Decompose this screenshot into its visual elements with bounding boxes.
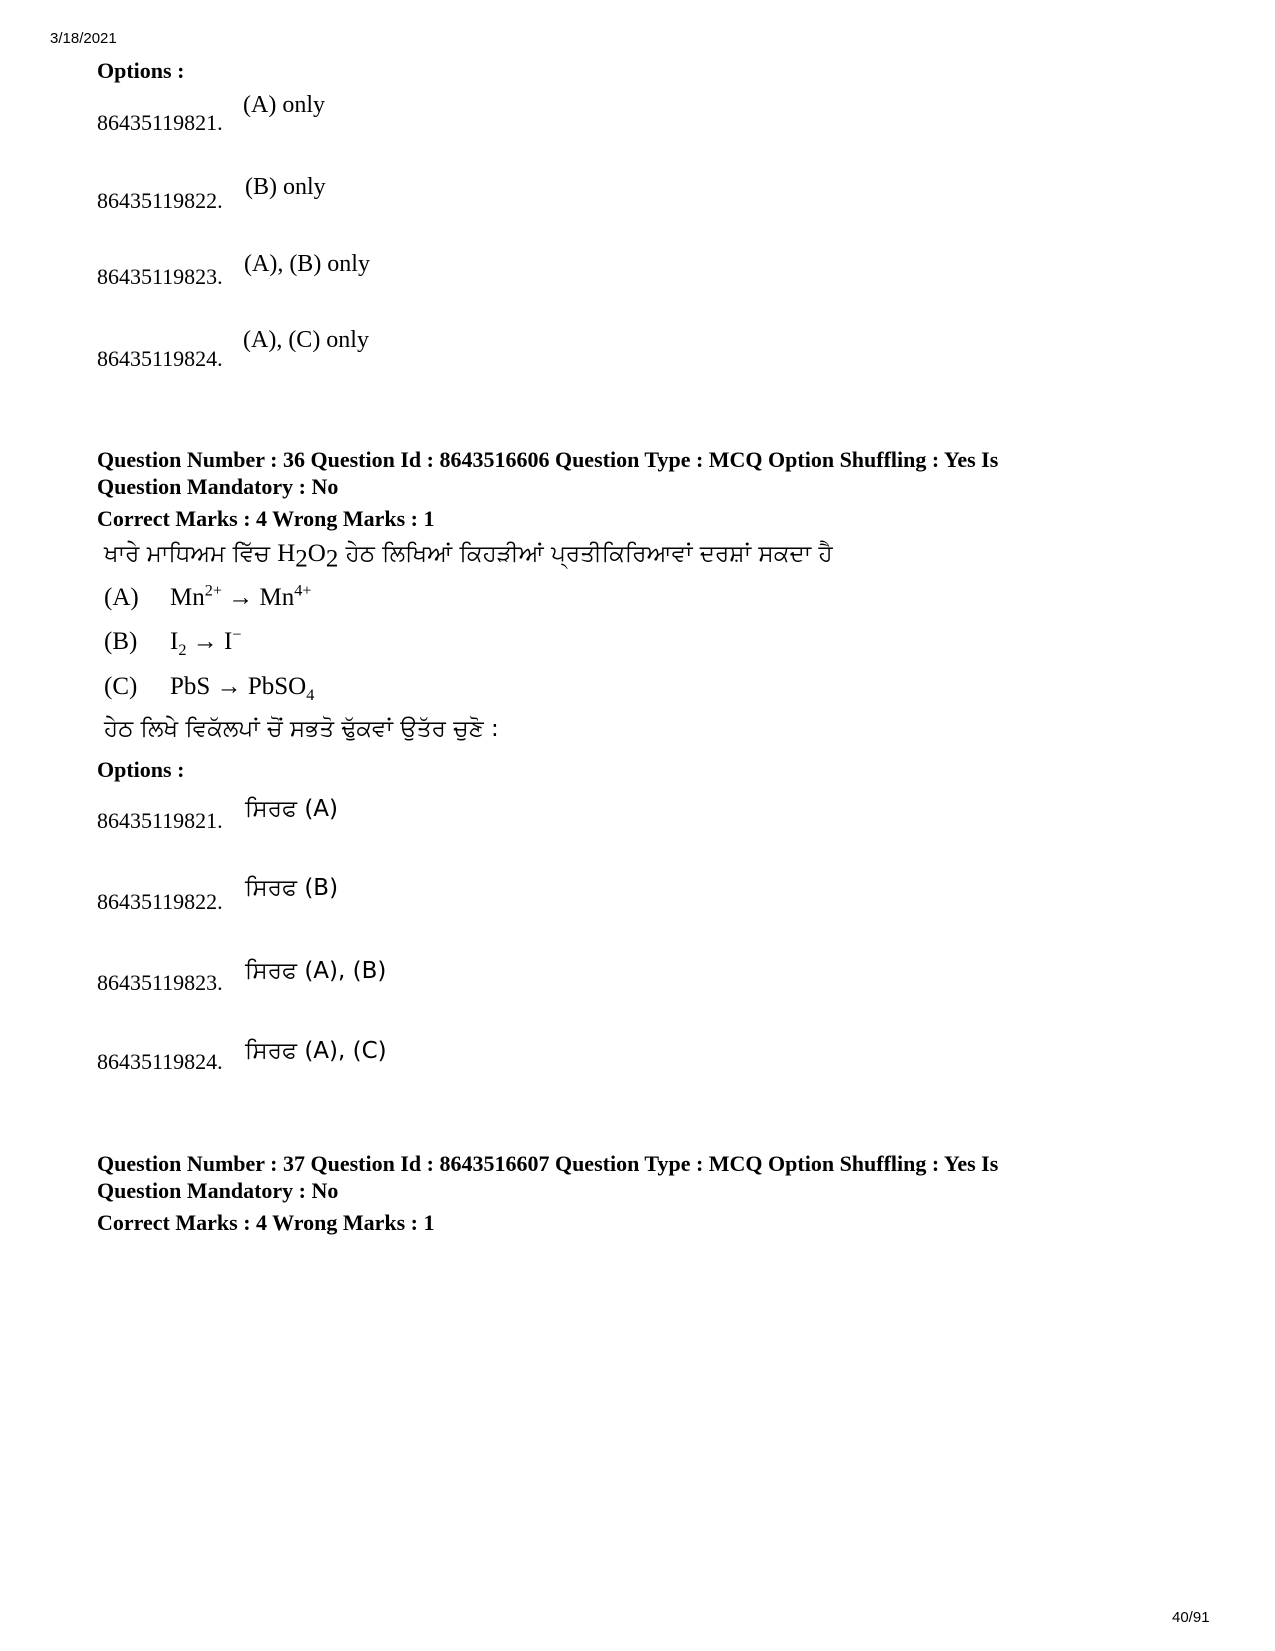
option-id: 86435119823. — [97, 264, 223, 289]
question-header-continued: Question Mandatory : No — [97, 1178, 339, 1203]
option-id: 86435119822. — [97, 889, 223, 914]
options-heading: Options : — [97, 757, 185, 782]
option-text: (A), (B) only — [244, 251, 370, 277]
statement-c: (C) PbS → PbSO$_4$ — [104, 673, 315, 704]
statement-b: (B) $I_2 \to I^-$ — [104, 625, 242, 659]
option-text: ਸਿਰਫ (B) — [245, 875, 339, 901]
option-text: (A) only — [243, 92, 325, 118]
statement-a: (A) $Mn^{2+} \to Mn^{4+}$ — [104, 581, 312, 611]
question-header-continued: Question Mandatory : No — [97, 474, 339, 499]
print-date: 3/18/2021 — [50, 30, 117, 47]
question-marks: Correct Marks : 4 Wrong Marks : 1 — [97, 506, 435, 531]
question-stem: ਖਾਰੇ ਮਾਧਿਅਮ ਵਿੱਚ $H_2O_2$ ਹੇਠ ਲਿਖਿਆਂ ਕਿਹੜੀਆਂ ਪ੍ਰਤੀਕਿਰਿਆਵਾਂ ਦਰਸ਼ਾਂ ਸਕਦਾ ਹੈ — [104, 540, 833, 573]
option-id: 86435119824. — [97, 1049, 223, 1074]
option-id: 86435119822. — [97, 188, 223, 213]
option-text: (A), (C) only — [243, 327, 369, 353]
option-text: ਸਿਰਫ (A), (C) — [245, 1038, 387, 1064]
option-text: ਸਿਰਫ (A), (B) — [245, 958, 387, 984]
option-id: 86435119823. — [97, 970, 223, 995]
option-text: ਸਿਰਫ (A) — [245, 796, 338, 822]
option-text: (B) only — [245, 174, 326, 200]
question-marks: Correct Marks : 4 Wrong Marks : 1 — [97, 1210, 435, 1235]
option-id: 86435119824. — [97, 346, 223, 371]
option-id: 86435119821. — [97, 110, 223, 135]
option-id: 86435119821. — [97, 808, 223, 833]
question-instruction: ਹੇਠ ਲਿਖੇ ਵਿਕੱਲਪਾਂ ਚੋਂ ਸਭਤੋ ਢੁੱਕਵਾਂ ਉਤੱਰ ਚੁਣੋ : — [104, 716, 499, 742]
options-heading: Options : — [97, 58, 185, 83]
question-header: Question Number : 37 Question Id : 8643516607 Question Type : MCQ Option Shuffling : Yes Is — [97, 1151, 999, 1176]
question-header: Question Number : 36 Question Id : 8643516606 Question Type : MCQ Option Shuffling : Yes Is — [97, 447, 999, 472]
page-number: 40/91 — [1172, 1609, 1210, 1626]
